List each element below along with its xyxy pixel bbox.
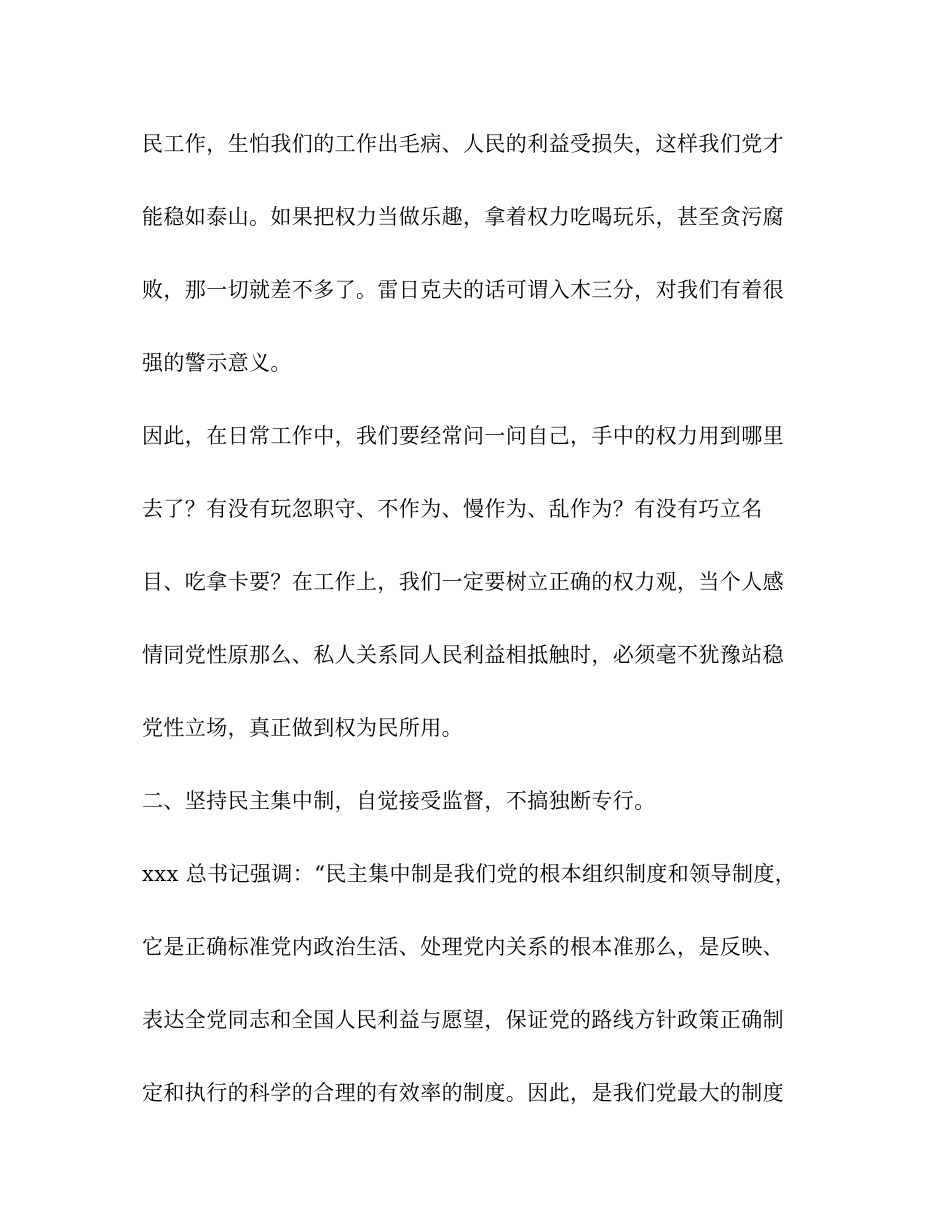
text-line: 它是正确标准党内政治生活、处理党内关系的根本准那么，是反映、 xyxy=(142,935,784,959)
text-line: 能稳如泰山。如果把权力当做乐趣，拿着权力吃喝玩乐，甚至贪污腐 xyxy=(142,205,784,229)
text-line: 党性立场，真正做到权为民所用。 xyxy=(142,716,463,740)
text-line: 定和执行的科学的合理的有效率的制度。因此，是我们党最大的制度 xyxy=(142,1081,784,1105)
text-line: 强的警示意义。 xyxy=(142,351,292,375)
text-line: 因此，在日常工作中，我们要经常问一问自己，手中的权力用到哪里 xyxy=(142,424,784,448)
text-line: 去了？有没有玩忽职守、不作为、慢作为、乱作为？有没有巧立名 xyxy=(142,497,763,521)
text-line: xxx 总书记强调：“民主集中制是我们党的根本组织制度和领导制度， xyxy=(142,862,797,886)
text-line: 情同党性原那么、私人关系同人民利益相抵触时，必须毫不犹豫站稳 xyxy=(142,643,784,667)
text-line: 民工作，生怕我们的工作出毛病、人民的利益受损失，这样我们党才 xyxy=(142,132,784,156)
section-heading: 二、坚持民主集中制，自觉接受监督，不搞独断专行。 xyxy=(142,789,656,813)
text-line: 表达全党同志和全国人民利益与愿望，保证党的路线方针政策正确制 xyxy=(142,1008,784,1032)
text-line: 目、吃拿卡要？在工作上，我们一定要树立正确的权力观，当个人感 xyxy=(142,570,784,594)
text-line: 败，那一切就差不多了。雷日克夫的话可谓入木三分，对我们有着很 xyxy=(142,278,784,302)
